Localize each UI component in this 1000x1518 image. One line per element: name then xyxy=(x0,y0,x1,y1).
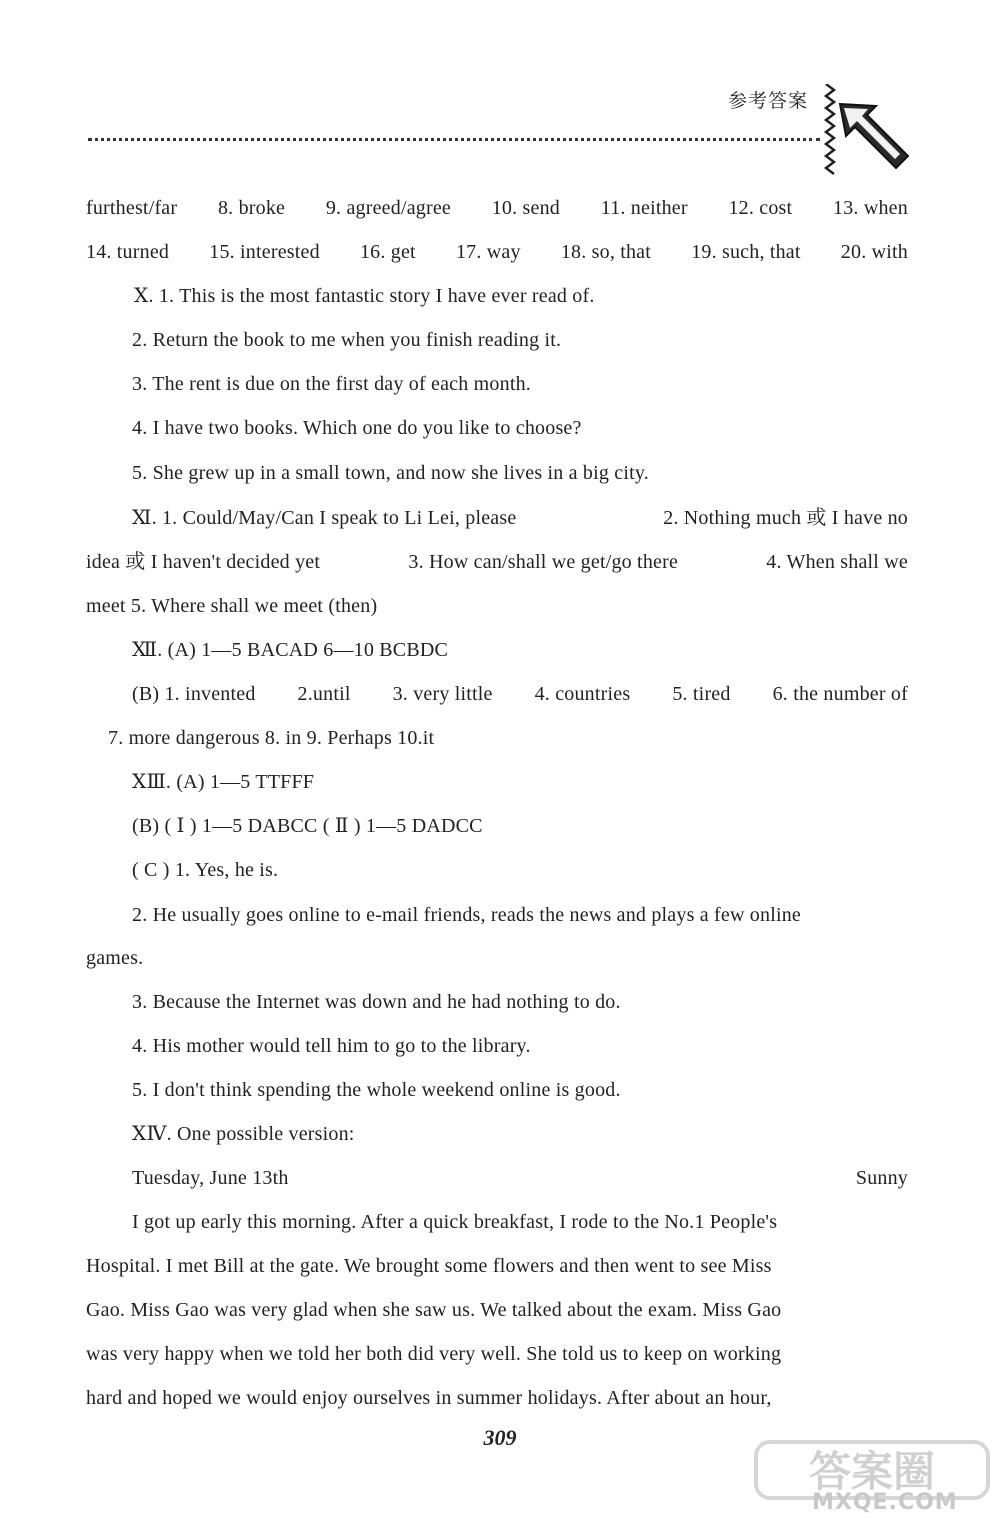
text-segment: 11. neither xyxy=(600,197,688,219)
text-line: meet 5. Where shall we meet (then) xyxy=(86,595,378,617)
text-line: Ⅻ. (A) 1—5 BACAD 6—10 BCBDC xyxy=(132,639,449,661)
text-line xyxy=(132,506,908,530)
text-segment: 15. interested xyxy=(209,241,320,263)
watermark-url: MXQE.COM xyxy=(812,1490,958,1515)
text-segment: 3. very little xyxy=(392,683,493,705)
text-segment: 4. countries xyxy=(534,683,631,705)
text-line: 5. I don't think spending the whole weekend online is good. xyxy=(132,1079,621,1101)
text-line xyxy=(86,240,908,264)
text-segment: 19. such, that xyxy=(691,241,801,263)
text-segment: (B) 1. invented xyxy=(132,683,256,705)
dotted-rule xyxy=(88,138,820,151)
text-line: 4. His mother would tell him to go to the library. xyxy=(132,1035,531,1057)
text-line xyxy=(86,550,908,574)
text-line: ( C ) 1. Yes, he is. xyxy=(132,859,279,881)
text-segment: 14. turned xyxy=(86,241,170,263)
text-segment: 13. when xyxy=(833,197,908,219)
text-line xyxy=(132,682,908,706)
text-segment: 5. tired xyxy=(672,683,731,705)
text-segment: furthest/far xyxy=(86,197,178,219)
text-segment: 4. When shall we xyxy=(766,551,908,573)
text-segment: 12. cost xyxy=(728,197,793,219)
text-line: 2. Return the book to me when you finish reading it. xyxy=(132,329,562,351)
text-line: Hospital. I met Bill at the gate. We brought some flowers and then went to see Miss xyxy=(86,1255,772,1277)
text-line: I got up early this morning. After a quick breakfast, I rode to the No.1 People's xyxy=(132,1211,778,1233)
text-line: 2. He usually goes online to e-mail friends, reads the news and plays a few online xyxy=(132,904,801,926)
text-line: 4. I have two books. Which one do you like to choose? xyxy=(132,417,582,439)
text-line: ⅩⅣ. One possible version: xyxy=(132,1123,355,1145)
page-number: 309 xyxy=(483,1425,517,1450)
header-title: 参考答案 xyxy=(728,90,809,112)
text-segment: 10. send xyxy=(491,197,560,219)
text-line: 3. Because the Internet was down and he had nothing to do. xyxy=(132,991,621,1013)
text-segment: 18. so, that xyxy=(560,241,652,263)
text-segment: 9. agreed/agree xyxy=(325,197,451,219)
watermark-text: 答案圈 xyxy=(808,1447,936,1496)
text-segment: Sunny xyxy=(855,1167,908,1189)
text-segment: 17. way xyxy=(455,241,521,263)
text-segment: 3. How can/shall we get/go there xyxy=(408,551,679,573)
text-segment: 2.until xyxy=(297,683,351,705)
text-segment: 16. get xyxy=(359,241,416,263)
arrow-icon xyxy=(834,96,914,176)
text-line: Gao. Miss Gao was very glad when she saw us. We talked about the exam. Miss Gao xyxy=(86,1299,782,1321)
text-segment: 20. with xyxy=(840,241,908,263)
text-line: Ⅹ. 1. This is the most fantastic story I have ever read of. xyxy=(134,285,595,307)
text-segment: Tuesday, June 13th xyxy=(132,1167,289,1189)
text-segment: 2. Nothing much 或 I have no xyxy=(663,507,908,529)
text-line: 3. The rent is due on the first day of each month. xyxy=(132,373,531,395)
text-segment: 6. the number of xyxy=(772,683,908,705)
text-segment: 8. broke xyxy=(217,197,286,219)
text-line: was very happy when we told her both did very well. She told us to keep on working xyxy=(86,1343,782,1365)
text-line: ⅩⅢ. (A) 1—5 TTFFF xyxy=(132,771,315,793)
text-line xyxy=(86,196,908,220)
text-line xyxy=(132,1166,908,1190)
text-line: (B) ( Ⅰ ) 1—5 DABCC ( Ⅱ ) 1—5 DADCC xyxy=(132,815,483,837)
text-segment: Ⅺ. 1. Could/May/Can I speak to Li Lei, please xyxy=(132,507,517,529)
text-segment: idea 或 I haven't decided yet xyxy=(86,551,321,573)
text-line: 7. more dangerous 8. in 9. Perhaps 10.it xyxy=(108,727,435,749)
text-line: 5. She grew up in a small town, and now she lives in a big city. xyxy=(132,462,649,484)
text-line: hard and hoped we would enjoy ourselves in summer holidays. After about an hour, xyxy=(86,1387,772,1409)
text-line: games. xyxy=(86,947,144,969)
